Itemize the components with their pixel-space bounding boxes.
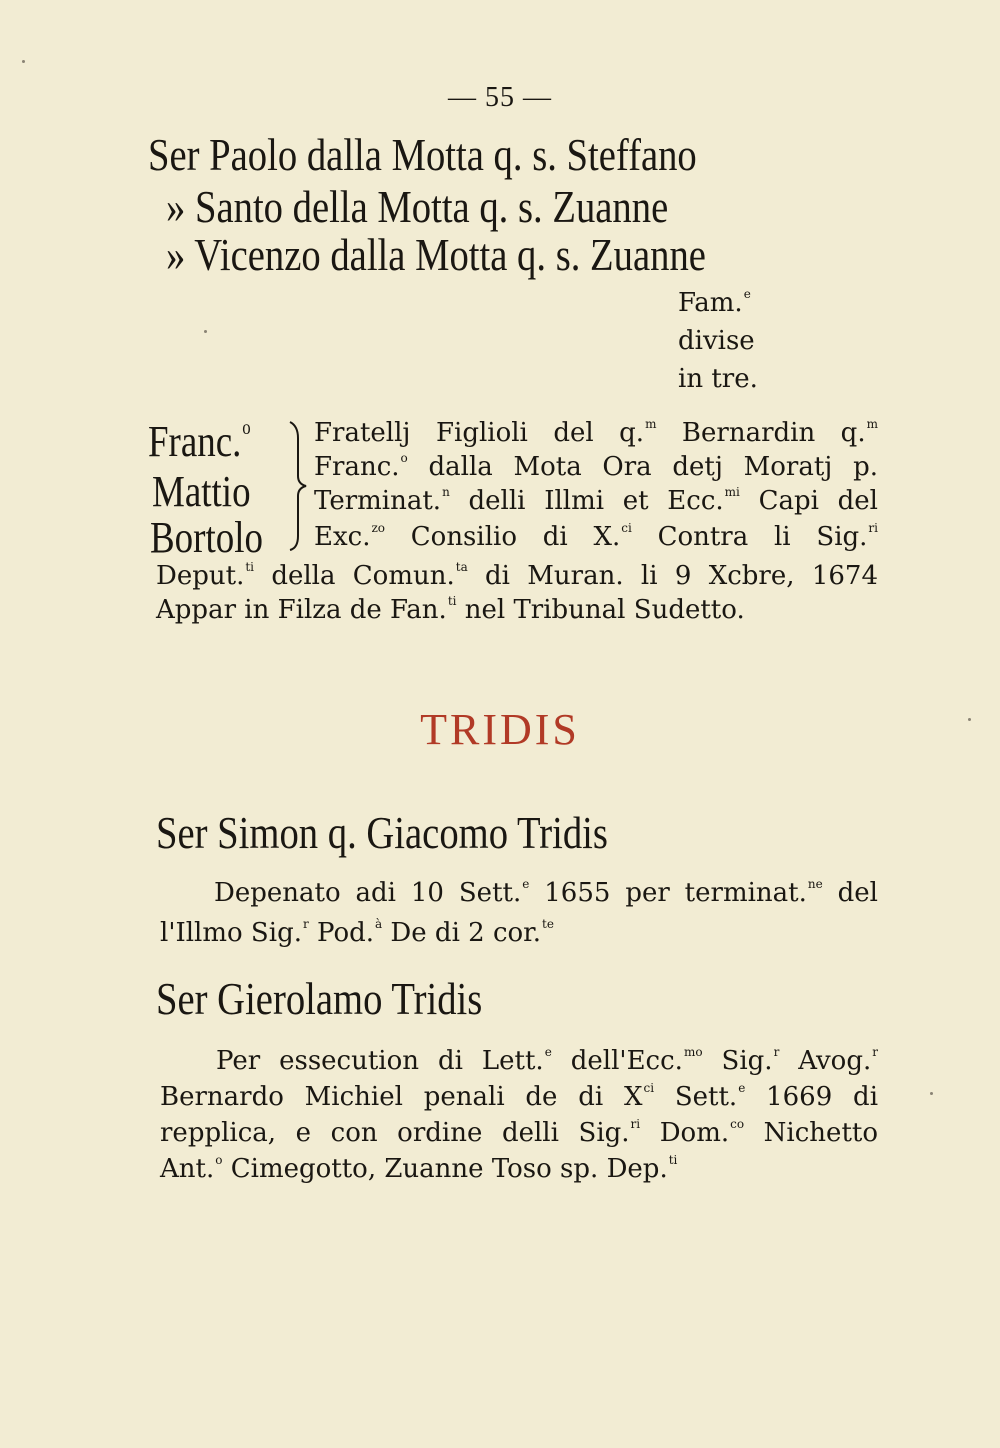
- record-line-6: Appar in Filza de Fan.$^{ti}$ nel Tribunal Sudetto.: [156, 594, 745, 625]
- gierolamo-line-1: Per essecution di Lett.$^e$ dell'Ecc.$^{mo}$ Sig.$^r$ Avog.$^r$: [216, 1045, 878, 1076]
- brother-franc: Franc.$^o$: [148, 417, 251, 466]
- entry-line-1: Ser Paolo dalla Motta q. s. Steffano: [148, 129, 697, 180]
- brace-icon: [286, 420, 312, 552]
- gierolamo-line-3: repplica, e con ordine delli Sig.$^{ri}$ Dom.$^{co}$ Nichetto: [160, 1117, 878, 1148]
- record-line-2: Franc.$^o$ dalla Mota Ora detj Moratj p.: [314, 451, 878, 482]
- gierolamo-line-4: Ant.$^o$ Cimegotto, Zuanne Toso sp. Dep.$^{ti}$: [160, 1153, 678, 1184]
- entry-line-2: » Santo della Motta q. s. Zuanne: [166, 181, 669, 232]
- page-number: — 55 —: [448, 82, 552, 113]
- fam-note-2: divise: [678, 326, 755, 356]
- paper-speck: [204, 330, 207, 333]
- simon-name: Ser Simon q. Giacomo Tridis: [156, 807, 608, 858]
- section-title: TRIDIS: [420, 705, 580, 754]
- record-line-4: Exc.$^{zo}$ Consilio di X.$^{ci}$ Contra li Sig.$^{ri}$: [314, 521, 878, 552]
- gierolamo-line-2: Bernardo Michiel penali de di $X^{ci}$ Sett.$^e$ 1669 di: [160, 1081, 879, 1112]
- paper-speck: [930, 1092, 933, 1095]
- fam-note-1: Fam.$^e$: [678, 287, 751, 318]
- record-line-5: Deput.$^{ti}$ della Comun.$^{ta}$ di Muran. li 9 Xcbre, 1674: [156, 560, 878, 591]
- paper-speck: [968, 718, 971, 721]
- record-line-1: Fratellj Figlioli del q.$^m$ Bernardin q.$^m$: [314, 417, 878, 448]
- brother-mattio: Mattio: [152, 467, 251, 516]
- record-line-3: Terminat.$^n$ delli Illmi et Ecc.$^{mi}$ Capi del: [314, 485, 878, 516]
- fam-note-3: in tre.: [678, 364, 758, 394]
- paper-speck: [22, 60, 25, 63]
- simon-line-1: Depenato adi 10 Sett.$^e$ 1655 per terminat.$^{ne}$ del: [214, 877, 878, 908]
- simon-line-2: l'Illmo Sig.$^r$ Pod.$^à$ De di 2 cor.$^{te}$: [160, 917, 554, 948]
- gierolamo-name: Ser Gierolamo Tridis: [156, 973, 483, 1024]
- brother-bortolo: Bortolo: [150, 513, 263, 562]
- entry-line-3: » Vicenzo dalla Motta q. s. Zuanne: [166, 229, 706, 280]
